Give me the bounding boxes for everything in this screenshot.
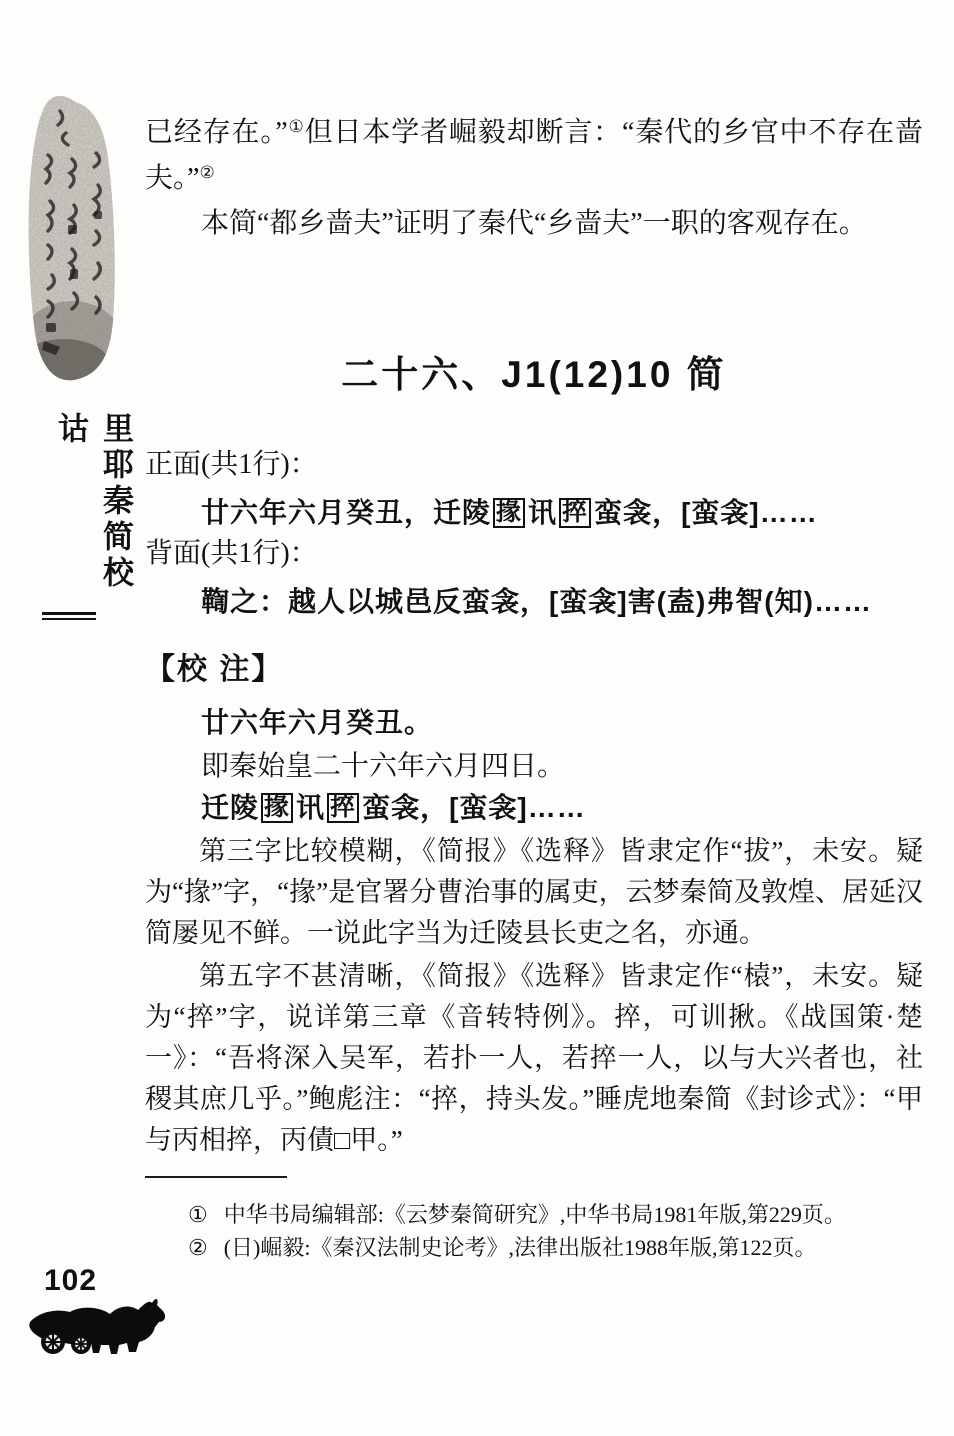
boxed-char-yuan: 掾 — [493, 498, 525, 528]
sidebar-title-rule — [42, 612, 96, 620]
note-paragraph-2: 第五字不甚清晰，《简报》《选释》皆隶定作“榬”，未安。疑为“捽”字，说详第三章《音转特例》。捽，可训揪。《战国策·楚一》：“吾将深入吴军，若扑一人，若捽一人，以与大兴者也，社稷其庶几乎。”鲍彪注：“捽，持头发。”睡虎地秦简《封诊式》：“甲与丙相捽，丙債□甲。” — [145, 961, 923, 1155]
intro-paragraph-2: 本简“都乡啬夫”证明了秦代“乡啬夫”一职的客观存在。 — [201, 208, 867, 239]
page-number: 102 — [44, 1264, 98, 1297]
front-text-b: 讯 — [528, 497, 558, 528]
footnote-ref-1: ① — [287, 117, 305, 136]
footnote-ref-2: ② — [199, 163, 215, 182]
footnote-1-text: 中华书局编辑部:《云梦秦简研究》,中华书局1981年版,第229页。 — [223, 1202, 846, 1227]
footnote-2-marker: ② — [188, 1235, 208, 1260]
note-entry1-body: 即秦始皇二十六年六月四日。 — [201, 751, 566, 782]
bamboo-slip-graphic — [14, 93, 128, 383]
chariot-icon — [26, 1292, 168, 1360]
front-text-a: 廿六年六月癸丑，迁陵 — [201, 497, 492, 528]
intro-p1-text-a: 已经存在。” — [145, 117, 288, 148]
front-label: 正面(共1行)： — [145, 449, 318, 480]
footnote-separator-rule — [145, 1176, 287, 1178]
footnotes-block — [188, 1198, 928, 1264]
note-entry2-head — [145, 786, 954, 826]
front-text-c: 蛮衾，[蛮衾]…… — [594, 497, 818, 528]
footnote-1-marker: ① — [188, 1202, 208, 1227]
back-transcription: 鞫之：越人以城邑反蛮衾，[蛮衾]害(盍)弗智(知)…… — [201, 586, 872, 617]
sidebar-book-title: 里耶秦简校诂 — [53, 412, 133, 592]
chariot-stamp — [26, 1292, 168, 1365]
notes-heading: 【校 注】 — [145, 653, 284, 686]
note-entry1-head: 廿六年六月癸丑。 — [201, 707, 434, 738]
section-title: 二十六、J1(12)10 简 — [341, 354, 727, 395]
boxed-char-zuo: 捽 — [559, 498, 591, 528]
note-head-text-c: 蛮衾，[蛮衾]…… — [362, 792, 586, 823]
boxed-char-zuo-2: 捽 — [327, 793, 359, 823]
footnote-2 — [188, 1231, 928, 1264]
bamboo-slip-image — [14, 93, 128, 388]
note-paragraph-1: 第三字比较模糊，《简报》《选释》皆隶定作“拔”，未安。疑为“掾”字，“掾”是官署分曹治事的属吏，云梦秦简及敦煌、居延汉简屡见不鲜。一说此字当为迁陵县长吏之名，亦通。 — [145, 836, 923, 948]
back-label: 背面(共1行)： — [145, 538, 318, 569]
footnote-2-text: (日)崛毅:《秦汉法制史论考》,法律出版社1988年版,第122页。 — [223, 1235, 817, 1260]
front-transcription — [145, 491, 954, 531]
note-head-text-b: 讯 — [296, 792, 326, 823]
intro-paragraph-1 — [145, 110, 923, 202]
intro-p1-text-b: 但日本学者崛毅却断言：“秦代的乡官中不存在啬夫。” — [145, 117, 923, 194]
boxed-char-yuan-2: 掾 — [261, 793, 293, 823]
note-head-text-a: 迁陵 — [201, 792, 260, 823]
footnote-1 — [188, 1198, 928, 1231]
